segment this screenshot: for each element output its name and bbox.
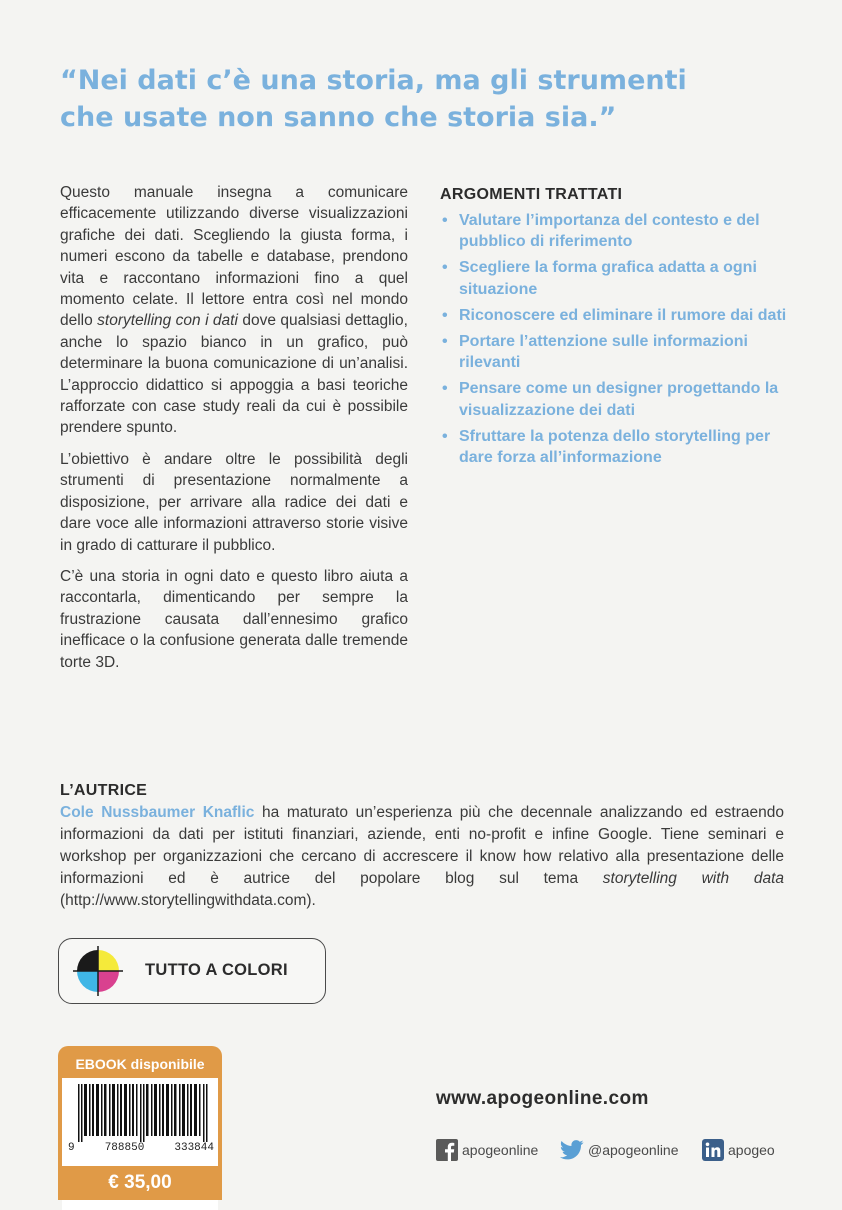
bullet-icon: • [442, 333, 448, 351]
intro-text [60, 182, 408, 683]
topic-item [440, 305, 800, 326]
isbn-group-2: 333844 [174, 1142, 214, 1154]
author-name: Cole Nussbaumer Knaflic [60, 804, 255, 821]
website-url: www.apogeonline.com [436, 1088, 649, 1109]
topic-text: Portare l’attenzione sulle informazioni rilevanti [459, 333, 748, 372]
isbn-number [64, 1142, 218, 1154]
cmyk-icon [71, 946, 125, 998]
author-section [60, 780, 784, 912]
barcode-panel [58, 1046, 222, 1200]
topics-list [440, 210, 800, 468]
topics-heading: ARGOMENTI TRATTATI [440, 186, 623, 203]
intro-paragraph-2: L’obiettivo è andare oltre le possibilità degli strumenti di presentazione normalmente a disposizione, per arrivare alla radice dei dati e dare voce alle informazioni attraverso storie visive in grado di catturare il pubblico. [60, 450, 408, 554]
topic-item [440, 378, 800, 420]
linkedin-icon [702, 1139, 724, 1161]
bullet-icon: • [442, 380, 448, 398]
intro-paragraph-3: C’è una storia in ogni dato e questo libro aiuta a raccontarla, dimenticando per sempre la frustrazione causata dall’ennesimo grafico inefficace o la confusione generata dalle tremende torte 3D. [60, 567, 408, 671]
isbn-prefix: 9 [68, 1142, 75, 1154]
intro-p1-end: dove qualsiasi dettaglio, anche lo spazio bianco in un grafico, può determinare la buona comunicazione di un’analisi. L’approccio didattico si appoggia a basi teoriche rafforzate con case study reali da cui è possibile prendere spunto. [60, 312, 408, 437]
social-links [436, 1137, 796, 1163]
quote-line-2: che usate non sanno che storia sia.” [60, 102, 617, 133]
topic-text: Pensare come un designer progettando la visualizzazione dei dati [459, 380, 779, 419]
intro-p1-start: Questo manuale insegna a comunicare efficacemente utilizzando diverse visualizzazioni grafiche dei dati. Scegliendo la giusta forma, i numeri escono da tabelle e database, prendono vita e raccontano informazioni fino a quel momento celate. Il lettore entra così nel mondo dello [60, 184, 408, 330]
bullet-icon: • [442, 427, 448, 445]
topic-text: Riconoscere ed eliminare il rumore dai dati [459, 306, 787, 324]
quote-line-1: “Nei dati c’è una storia, ma gli strumenti [60, 65, 687, 96]
topic-text: Sfruttare la potenza dello storytelling per dare forza all’informazione [459, 427, 771, 467]
price-label: € 35,00 [58, 1166, 222, 1200]
author-bio [60, 802, 784, 912]
facebook-icon [436, 1139, 458, 1161]
facebook-label: apogeonline [462, 1142, 539, 1158]
bullet-icon: • [442, 259, 448, 277]
bullet-icon: • [442, 212, 448, 229]
topics-section [440, 186, 800, 473]
intro-paragraph-1 [60, 182, 408, 439]
social-twitter [560, 1137, 679, 1163]
author-bio-end: (http://www.storytellingwithdata.com). [60, 892, 316, 909]
color-badge-label: TUTTO A COLORI [145, 961, 288, 979]
twitter-label: @apogeonline [588, 1142, 679, 1158]
twitter-icon [560, 1140, 584, 1160]
author-bio-emphasis: storytelling with data [602, 870, 785, 887]
color-badge [58, 938, 326, 1004]
author-bio-start: ha maturato un’esperienza più che decennale analizzando ed estraendo informazioni da dati per istituti finanziari, aziende, enti no-profit e infine Google. Tiene seminari e workshop per organizzazioni che cercano di accrescere il know how relativo alla presentazione delle informazioni ed è autrice del popolare blog sul tema [60, 804, 784, 887]
bullet-icon: • [442, 306, 448, 324]
cover-quote [60, 62, 700, 136]
topic-item [440, 426, 800, 468]
social-linkedin [702, 1137, 775, 1163]
isbn-group-1: 788850 [104, 1142, 145, 1154]
topic-item [440, 210, 800, 252]
topic-text: Valutare l’importanza del contesto e del pubblico di riferimento [459, 212, 760, 251]
author-heading: L’AUTRICE [60, 782, 148, 799]
linkedin-label: apogeo [728, 1142, 775, 1158]
intro-p1-emphasis: storytelling con i dati [97, 312, 238, 330]
social-facebook [436, 1137, 538, 1163]
barcode-icon [78, 1084, 210, 1142]
topic-item [440, 257, 800, 299]
ebook-label: EBOOK disponibile [75, 1056, 205, 1072]
topic-text: Scegliere la forma grafica adatta a ogni situazione [459, 259, 757, 298]
topic-item [440, 331, 800, 373]
